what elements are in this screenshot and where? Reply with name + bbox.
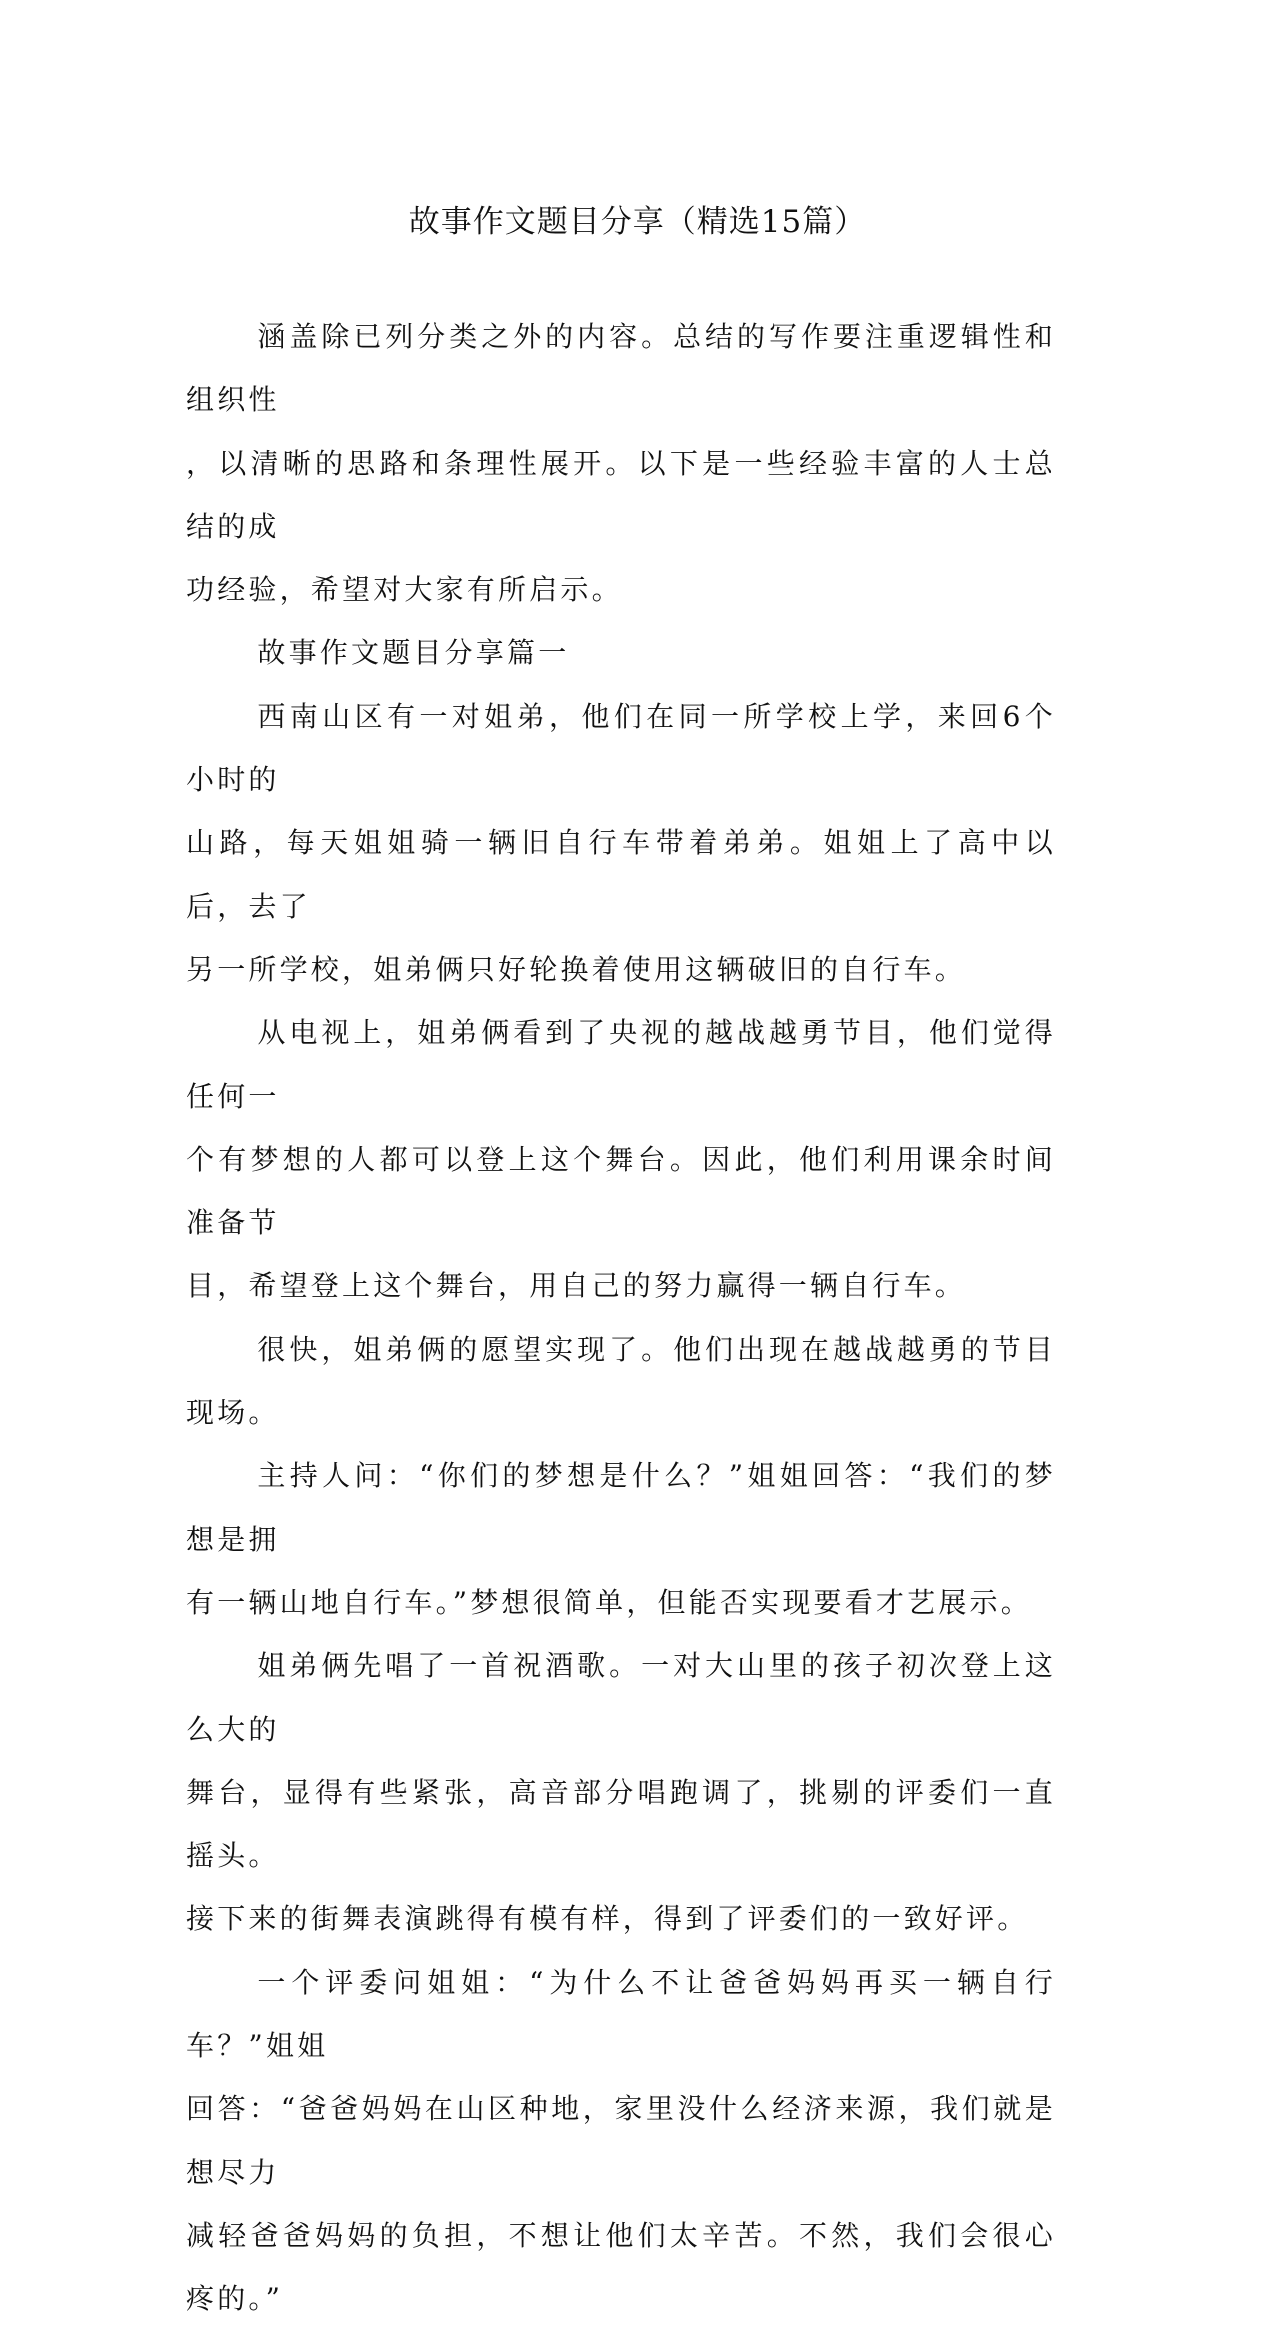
text-line: ，以清晰的思路和条理性展开。以下是一些经验丰富的人士总结的成 — [186, 446, 1056, 543]
text-line: 有一辆山地自行车。”梦想很简单，但能否实现要看才艺展示。 — [186, 1585, 1032, 1619]
text-line: 接下来的街舞表演跳得有模有样，得到了评委们的一致好评。 — [186, 1902, 1029, 1936]
text-line: 减轻爸爸妈妈的负担，不想让他们太辛苦。不然，我们会很心疼的。” — [186, 2218, 1056, 2316]
paragraph — [186, 1444, 1056, 1634]
text-line: 目，希望登上这个舞台，用自己的努力赢得一辆自行车。 — [186, 1269, 967, 1303]
paragraph — [186, 685, 1056, 1001]
text-line: 功经验，希望对大家有所启示。 — [186, 573, 623, 607]
page-title: 故事作文题目分享（精选15篇） — [408, 204, 867, 240]
text-line: 西南山区有一对姐弟，他们在同一所学校上学，来回6个小时的 — [186, 699, 1056, 797]
section-heading — [186, 621, 1056, 684]
text-line: 山路，每天姐姐骑一辆旧自行车带着弟弟。姐姐上了高中以后，去了 — [186, 826, 1056, 923]
text-line: 主持人问：“你们的梦想是什么？”姐姐回答：“我们的梦想是拥 — [186, 1459, 1056, 1556]
text-line: 舞台，显得有些紧张，高音部分唱跑调了，挑剔的评委们一直摇头。 — [186, 1775, 1056, 1873]
text-line: 个有梦想的人都可以登上这个舞台。因此，他们利用课余时间准备节 — [186, 1142, 1056, 1240]
text-line: 很快，姐弟俩的愿望实现了。他们出现在越战越勇的节目现场。 — [186, 1332, 1056, 1430]
paragraph-intro — [186, 305, 1056, 621]
paragraph — [186, 1318, 1056, 1445]
text-line: 姐弟俩先唱了一首祝酒歌。一对大山里的孩子初次登上这么大的 — [186, 1649, 1056, 1746]
text-line: 故事作文题目分享篇一 — [257, 636, 570, 670]
text-line: 涵盖除已列分类之外的内容。总结的写作要注重逻辑性和组织性 — [186, 320, 1056, 417]
text-line: 回答：“爸爸妈妈在山区种地，家里没什么经济来源，我们就是想尽力 — [186, 2092, 1056, 2189]
document-body — [186, 305, 1056, 2331]
paragraph — [186, 1001, 1056, 1317]
text-line: 从电视上，姐弟俩看到了央视的越战越勇节目，他们觉得任何一 — [186, 1016, 1056, 1113]
paragraph — [186, 1951, 1056, 2331]
paragraph — [186, 1634, 1056, 1950]
text-line: 另一所学校，姐弟俩只好轮换着使用这辆破旧的自行车。 — [186, 952, 967, 986]
text-line: 一个评委问姐姐：“为什么不让爸爸妈妈再买一辆自行车？”姐姐 — [186, 1965, 1056, 2063]
